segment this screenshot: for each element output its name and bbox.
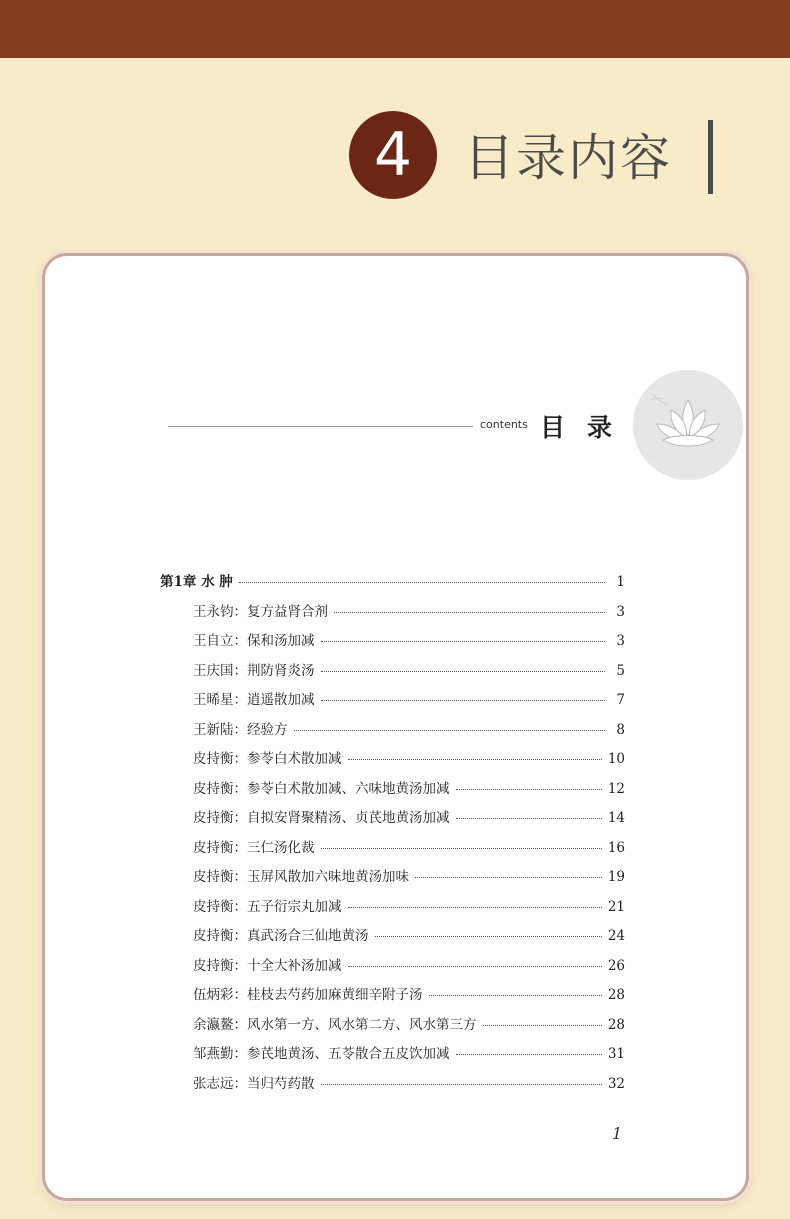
entry-title: 荆防肾炎汤 xyxy=(247,662,315,679)
entry-page-number: 14 xyxy=(607,810,625,826)
entry-text: 王庆国：荆防肾炎汤 xyxy=(193,662,315,679)
entry-author: 余瀛鳌 xyxy=(193,1016,234,1033)
entry-text: 皮持衡：参苓白术散加减 xyxy=(193,751,342,767)
entry-text: 皮持衡：真武汤合三仙地黄汤 xyxy=(193,928,369,944)
entry-page-number: 19 xyxy=(607,869,625,885)
dot-leader xyxy=(456,788,602,790)
entry-page-number: 28 xyxy=(607,1016,625,1033)
toc-entry-row[interactable] xyxy=(160,688,625,718)
entry-author: 皮持衡 xyxy=(193,751,234,767)
dot-leader xyxy=(456,1053,602,1055)
entry-author: 邹燕勤 xyxy=(193,1046,234,1062)
toc-entry-row[interactable] xyxy=(160,806,625,836)
toc-entry-row[interactable] xyxy=(160,718,625,748)
entry-text: 伍炳彩：桂枝去芍药加麻黄细辛附子汤 xyxy=(193,987,423,1003)
entry-text: 王自立：保和汤加减 xyxy=(193,633,315,649)
dot-leader xyxy=(483,1024,602,1026)
entry-author: 王晞星 xyxy=(193,692,234,708)
entry-title: 风水第一方、风水第二方、风水第三方 xyxy=(247,1016,477,1033)
toc-entry-row[interactable] xyxy=(160,1013,625,1043)
entry-title: 十全大补汤加减 xyxy=(247,957,342,974)
lotus-icon-graphic xyxy=(633,370,743,480)
entry-title: 玉屏风散加六味地黄汤加味 xyxy=(247,869,409,885)
entry-title: 当归芍药散 xyxy=(247,1075,315,1092)
chapter-title: 第1章 水 肿 xyxy=(160,574,233,590)
entry-page-number: 26 xyxy=(607,957,625,974)
entry-title: 五子衍宗丸加减 xyxy=(247,898,342,915)
toc-chapter-row[interactable] xyxy=(160,570,625,600)
dot-leader xyxy=(321,699,606,701)
dot-leader xyxy=(348,906,602,908)
entry-page-number: 24 xyxy=(607,928,625,944)
lotus-icon xyxy=(633,370,743,480)
page-number: 1 xyxy=(612,1124,623,1143)
dot-leader xyxy=(375,935,602,937)
entry-page-number: 10 xyxy=(607,751,625,767)
toc-entry-row[interactable] xyxy=(160,954,625,984)
dot-leader xyxy=(321,1083,602,1085)
entry-title: 自拟安肾聚精汤、贞芪地黄汤加减 xyxy=(247,810,450,826)
book-page-preview xyxy=(45,256,746,1198)
entry-text: 皮持衡：五子衍宗丸加减 xyxy=(193,898,342,915)
entry-title: 三仁汤化裁 xyxy=(247,839,315,856)
entry-author: 皮持衡 xyxy=(193,780,234,797)
entry-title: 经验方 xyxy=(247,721,288,738)
contents-label: contents xyxy=(480,418,528,431)
top-banner-bar xyxy=(0,0,790,58)
entry-author: 皮持衡 xyxy=(193,928,234,944)
dot-leader xyxy=(321,640,606,642)
entry-page-number: 8 xyxy=(616,721,625,738)
entry-author: 王庆国 xyxy=(193,662,234,679)
entry-page-number: 12 xyxy=(607,780,625,797)
dot-leader xyxy=(429,994,602,996)
entry-title: 复方益肾合剂 xyxy=(247,603,328,620)
dot-leader xyxy=(334,611,605,613)
entry-author: 张志远 xyxy=(193,1075,234,1092)
entry-author: 王永钧 xyxy=(193,603,234,620)
heading-rule-line xyxy=(168,426,473,427)
entry-page-number: 31 xyxy=(607,1046,625,1062)
toc-entry-row[interactable] xyxy=(160,600,625,630)
entry-page-number: 28 xyxy=(607,987,625,1003)
entry-author: 皮持衡 xyxy=(193,839,234,856)
entry-text: 余瀛鳌：风水第一方、风水第二方、风水第三方 xyxy=(193,1016,477,1033)
entry-text: 皮持衡：参苓白术散加减、六味地黄汤加减 xyxy=(193,780,450,797)
entry-author: 皮持衡 xyxy=(193,957,234,974)
entry-page-number: 3 xyxy=(616,603,625,620)
dot-leader xyxy=(294,729,606,731)
toc-entry-row[interactable] xyxy=(160,895,625,925)
dot-leader xyxy=(321,670,606,672)
entry-title: 参苓白术散加减、六味地黄汤加减 xyxy=(247,780,450,797)
entry-author: 皮持衡 xyxy=(193,869,234,885)
toc-entry-row[interactable] xyxy=(160,836,625,866)
entry-title: 真武汤合三仙地黄汤 xyxy=(247,928,369,944)
entry-author: 伍炳彩 xyxy=(193,987,234,1003)
toc-entry-row[interactable] xyxy=(160,629,625,659)
toc-entry-row[interactable] xyxy=(160,865,625,895)
entry-text: 王晞星：逍遥散加减 xyxy=(193,692,315,708)
toc-heading: 目录 xyxy=(540,413,635,442)
section-title: 目录内容 xyxy=(464,129,672,187)
entry-title: 逍遥散加减 xyxy=(247,692,315,708)
entry-text: 张志远：当归芍药散 xyxy=(193,1075,315,1092)
entry-title: 参苓白术散加减 xyxy=(247,751,342,767)
toc-entry-row[interactable] xyxy=(160,983,625,1013)
dot-leader xyxy=(239,581,605,583)
chapter-page-number: 1 xyxy=(616,574,625,590)
toc-entry-row[interactable] xyxy=(160,1042,625,1072)
dot-leader xyxy=(348,758,602,760)
entry-author: 王自立 xyxy=(193,633,234,649)
dot-leader xyxy=(456,817,602,819)
entry-title: 桂枝去芍药加麻黄细辛附子汤 xyxy=(247,987,423,1003)
dot-leader xyxy=(415,876,602,878)
dot-leader xyxy=(321,847,602,849)
toc-list xyxy=(160,570,625,1101)
entry-text: 邹燕勤：参芪地黄汤、五苓散合五皮饮加减 xyxy=(193,1046,450,1062)
toc-entry-row[interactable] xyxy=(160,924,625,954)
title-divider-bar xyxy=(708,120,713,194)
entry-text: 皮持衡：自拟安肾聚精汤、贞芪地黄汤加减 xyxy=(193,810,450,826)
entry-text: 皮持衡：三仁汤化裁 xyxy=(193,839,315,856)
entry-page-number: 21 xyxy=(607,898,625,915)
entry-text: 皮持衡：玉屏风散加六味地黄汤加味 xyxy=(193,869,409,885)
entry-page-number: 5 xyxy=(616,662,625,679)
entry-author: 王新陆 xyxy=(193,721,234,738)
entry-page-number: 32 xyxy=(607,1075,625,1092)
section-number-badge: 4 xyxy=(349,111,437,199)
toc-entry-row[interactable] xyxy=(160,1072,625,1102)
entry-title: 保和汤加减 xyxy=(247,633,315,649)
toc-entry-row[interactable] xyxy=(160,777,625,807)
entry-title: 参芪地黄汤、五苓散合五皮饮加减 xyxy=(247,1046,450,1062)
entry-page-number: 7 xyxy=(616,692,625,708)
entry-author: 皮持衡 xyxy=(193,898,234,915)
dot-leader xyxy=(348,965,602,967)
entry-author: 皮持衡 xyxy=(193,810,234,826)
entry-text: 皮持衡：十全大补汤加减 xyxy=(193,957,342,974)
toc-entry-row[interactable] xyxy=(160,747,625,777)
entry-page-number: 16 xyxy=(607,839,625,856)
toc-entry-row[interactable] xyxy=(160,659,625,689)
entry-page-number: 3 xyxy=(616,633,625,649)
entry-text: 王永钧：复方益肾合剂 xyxy=(193,603,328,620)
entry-text: 王新陆：经验方 xyxy=(193,721,288,738)
section-header xyxy=(0,108,790,208)
